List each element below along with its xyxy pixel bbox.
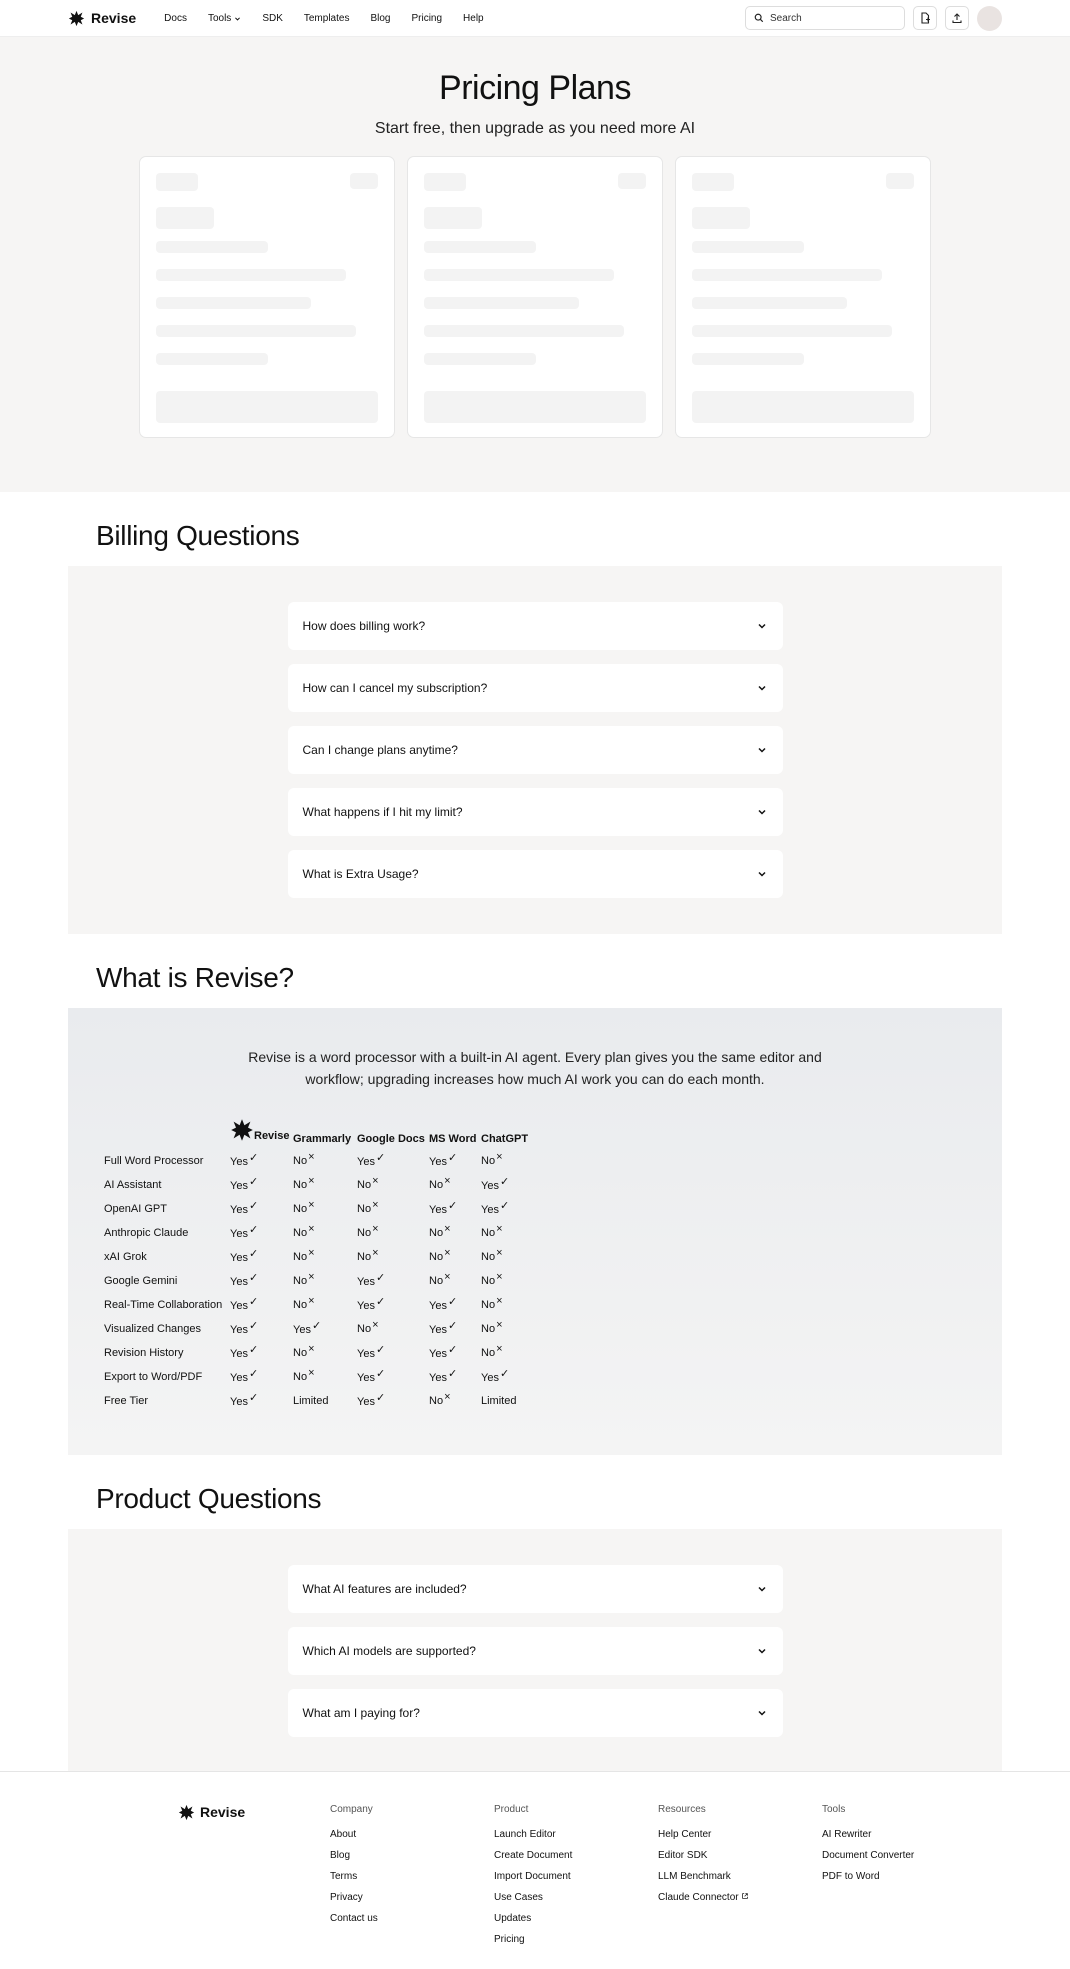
comparison-cell: [357, 1365, 429, 1389]
feature-name: OpenAI GPT: [104, 1203, 167, 1215]
footer-brand-name: Revise: [200, 1804, 246, 1820]
cross-icon: ×: [372, 1199, 379, 1211]
faq-question: Which AI models are supported?: [302, 1644, 476, 1658]
cross-icon: ×: [308, 1151, 315, 1163]
comparison-cell: [429, 1341, 481, 1365]
check-icon: ✓: [248, 1151, 259, 1164]
cell-value: No: [481, 1323, 496, 1335]
comparison-cell: [230, 1389, 293, 1413]
comparison-cell: [230, 1173, 293, 1197]
footer-heading: Tools: [822, 1804, 846, 1815]
cross-icon: ×: [496, 1223, 503, 1235]
footer-link-label: Claude Connector: [658, 1892, 739, 1903]
comparison-cell: [293, 1197, 357, 1221]
comparison-cell: [293, 1365, 357, 1389]
comparison-cell: [481, 1389, 530, 1413]
footer-link[interactable]: Use Cases: [494, 1892, 543, 1903]
check-icon: ✓: [248, 1223, 259, 1236]
cell-value: Yes: [357, 1275, 375, 1288]
comparison-cell: [429, 1365, 481, 1389]
comparison-cell: [357, 1389, 429, 1413]
comparison-cell: [293, 1245, 357, 1269]
cross-icon: ×: [496, 1319, 503, 1331]
pricing-card-skeleton: [675, 156, 931, 438]
footer-link[interactable]: LLM Benchmark: [658, 1871, 731, 1882]
feature-name: Real-Time Collaboration: [104, 1299, 223, 1311]
pricing-cards: [0, 156, 1070, 438]
footer-link[interactable]: Contact us: [330, 1913, 378, 1924]
cell-value: No: [481, 1347, 496, 1359]
check-icon: ✓: [499, 1199, 510, 1212]
pricing-card-skeleton: [139, 156, 395, 438]
feature-name: Google Gemini: [104, 1275, 178, 1287]
comparison-cell: [357, 1197, 429, 1221]
billing-title: Billing Questions: [96, 520, 300, 551]
cross-icon: ×: [308, 1295, 315, 1307]
comparison-cell: [481, 1149, 530, 1173]
cell-value: Limited: [293, 1395, 329, 1407]
cell-value: No: [293, 1155, 308, 1167]
comparison-table: [104, 1118, 530, 1413]
faq-item[interactable]: [288, 1627, 783, 1675]
comparison-cell: [429, 1221, 481, 1245]
comparison-cell: [230, 1245, 293, 1269]
upload-button[interactable]: [945, 6, 969, 30]
cell-value: No: [429, 1227, 444, 1239]
avatar[interactable]: [977, 6, 1002, 31]
comparison-row: [104, 1221, 530, 1245]
faq-item[interactable]: [288, 788, 783, 836]
comparison-cell: [429, 1269, 481, 1293]
comparison-cell: [481, 1293, 530, 1317]
comparison-cell: [429, 1293, 481, 1317]
footer-link[interactable]: Create Document: [494, 1850, 573, 1861]
chevron-down-icon: [756, 744, 768, 756]
cell-value: No: [293, 1299, 308, 1311]
cell-value: No: [481, 1251, 496, 1263]
feature-name: Visualized Changes: [104, 1323, 202, 1335]
comparison-row: [104, 1149, 530, 1173]
feature-name: Export to Word/PDF: [104, 1371, 203, 1383]
footer-link[interactable]: PDF to Word: [822, 1871, 880, 1882]
cross-icon: ×: [308, 1367, 315, 1379]
comparison-cell: [293, 1317, 357, 1341]
faq-question: What AI features are included?: [302, 1582, 467, 1596]
comparison-cell: [481, 1341, 530, 1365]
cross-icon: ×: [444, 1247, 451, 1259]
footer-column-resources: [658, 1804, 822, 1949]
cell-value: No: [293, 1275, 308, 1287]
pricing-hero: [0, 37, 1070, 492]
comparison-row: [104, 1389, 530, 1413]
faq-question: How does billing work?: [302, 619, 426, 633]
cell-value: Yes: [230, 1227, 248, 1240]
cell-value: Yes: [230, 1155, 248, 1168]
cross-icon: ×: [308, 1223, 315, 1235]
faq-item[interactable]: [288, 1689, 783, 1737]
cross-icon: ×: [444, 1391, 451, 1403]
comparison-cell: [230, 1341, 293, 1365]
check-icon: ✓: [499, 1175, 510, 1188]
footer-link[interactable]: Terms: [330, 1871, 358, 1882]
cross-icon: ×: [372, 1223, 379, 1235]
column-header: Grammarly: [293, 1133, 352, 1145]
cell-value: No: [429, 1395, 444, 1407]
feature-name: AI Assistant: [104, 1179, 162, 1191]
footer-heading: Resources: [658, 1804, 706, 1815]
check-icon: ✓: [248, 1199, 259, 1212]
faq-question: Can I change plans anytime?: [302, 743, 458, 757]
cell-value: Yes: [429, 1203, 447, 1216]
cell-value: Yes: [429, 1323, 447, 1336]
footer-link[interactable]: Document Converter: [822, 1850, 915, 1861]
cell-value: No: [293, 1371, 308, 1383]
cell-value: Yes: [429, 1155, 447, 1168]
cross-icon: ×: [372, 1247, 379, 1259]
cell-value: Yes: [357, 1347, 375, 1360]
check-icon: ✓: [248, 1391, 259, 1404]
product-faq: [68, 1529, 1002, 1771]
cross-icon: ×: [496, 1151, 503, 1163]
cross-icon: ×: [372, 1319, 379, 1331]
comparison-row: [104, 1173, 530, 1197]
comparison-cell: [357, 1293, 429, 1317]
footer-heading: Company: [330, 1804, 373, 1815]
comparison-header-row: [104, 1118, 530, 1149]
comparison-cell: [481, 1173, 530, 1197]
check-icon: ✓: [248, 1343, 259, 1356]
cross-icon: ×: [308, 1175, 315, 1187]
check-icon: ✓: [499, 1367, 510, 1380]
cell-value: Yes: [230, 1395, 248, 1408]
cell-value: Yes: [293, 1323, 311, 1336]
what-is-title: What is Revise?: [96, 962, 294, 993]
comparison-row: [104, 1269, 530, 1293]
cell-value: Yes: [230, 1203, 248, 1216]
comparison-cell: [481, 1197, 530, 1221]
comparison-cell: [357, 1245, 429, 1269]
check-icon: ✓: [248, 1271, 259, 1284]
cell-value: Yes: [429, 1371, 447, 1384]
footer-link[interactable]: About: [330, 1829, 357, 1840]
cross-icon: ×: [496, 1295, 503, 1307]
comparison-cell: [357, 1317, 429, 1341]
cell-value: No: [293, 1251, 308, 1263]
footer-column-product: [494, 1804, 658, 1949]
comparison-row: [104, 1293, 530, 1317]
check-icon: ✓: [375, 1271, 386, 1284]
page-subtitle: Start free, then upgrade as you need more AI: [374, 120, 696, 137]
comparison-cell: [357, 1149, 429, 1173]
check-icon: ✓: [447, 1319, 458, 1332]
chevron-down-icon: [756, 1583, 768, 1595]
comparison-cell: [293, 1221, 357, 1245]
check-icon: ✓: [248, 1175, 259, 1188]
billing-faq: [68, 566, 1002, 934]
cell-value: No: [357, 1203, 372, 1215]
cell-value: Yes: [481, 1371, 499, 1384]
cell-value: No: [357, 1227, 372, 1239]
page-title: Pricing Plans: [439, 69, 631, 107]
brand-name: Revise: [91, 10, 137, 26]
check-icon: ✓: [447, 1199, 458, 1212]
cell-value: Yes: [357, 1155, 375, 1168]
comparison-cell: [293, 1173, 357, 1197]
footer-link[interactable]: Blog: [330, 1850, 351, 1861]
new-document-button[interactable]: [913, 6, 937, 30]
comparison-row: [104, 1317, 530, 1341]
revise-logo-icon: [230, 1118, 254, 1142]
check-icon: ✓: [447, 1367, 458, 1380]
cell-value: No: [293, 1203, 308, 1215]
check-icon: ✓: [447, 1343, 458, 1356]
comparison-row: [104, 1341, 530, 1365]
revise-logo-icon: [178, 1804, 195, 1821]
top-nav: [0, 0, 1070, 37]
cell-value: No: [293, 1227, 308, 1239]
search-placeholder: Search: [770, 12, 802, 24]
comparison-row: [104, 1197, 530, 1221]
faq-question: What am I paying for?: [302, 1706, 420, 1720]
comparison-row: [104, 1245, 530, 1269]
check-icon: ✓: [447, 1295, 458, 1308]
chevron-down-icon: [234, 15, 241, 22]
comparison-cell: [357, 1341, 429, 1365]
feature-name: Anthropic Claude: [104, 1227, 189, 1239]
cell-value: Yes: [357, 1371, 375, 1384]
external-link-icon: [741, 1892, 749, 1900]
comparison-cell: [429, 1317, 481, 1341]
cross-icon: ×: [444, 1175, 451, 1187]
comparison-cell: [357, 1269, 429, 1293]
cell-value: Yes: [230, 1251, 248, 1264]
cell-value: No: [481, 1227, 496, 1239]
column-header: Google Docs: [357, 1133, 425, 1145]
chevron-down-icon: [756, 682, 768, 694]
cell-value: Yes: [230, 1275, 248, 1288]
cross-icon: ×: [444, 1223, 451, 1235]
footer-link[interactable]: Updates: [494, 1913, 532, 1924]
chevron-down-icon: [756, 1707, 768, 1719]
faq-item[interactable]: [288, 664, 783, 712]
cell-value: No: [357, 1179, 372, 1191]
comparison-cell: [481, 1317, 530, 1341]
check-icon: ✓: [248, 1247, 259, 1260]
check-icon: ✓: [375, 1367, 386, 1380]
comparison-cell: [481, 1269, 530, 1293]
comparison-cell: [429, 1197, 481, 1221]
footer-link[interactable]: Pricing: [494, 1934, 525, 1945]
chevron-down-icon: [756, 868, 768, 880]
new-document-icon: [919, 12, 931, 24]
faq-item[interactable]: [288, 726, 783, 774]
nav-blog[interactable]: Blog: [370, 12, 391, 24]
comparison-cell: [481, 1365, 530, 1389]
footer-column-company: [330, 1804, 494, 1949]
check-icon: ✓: [375, 1391, 386, 1404]
faq-item[interactable]: [288, 602, 783, 650]
comparison-cell: [293, 1389, 357, 1413]
search-input[interactable]: [745, 6, 905, 30]
cell-value: No: [293, 1179, 308, 1191]
nav-help[interactable]: Help: [463, 12, 484, 24]
brand-logo[interactable]: [68, 10, 136, 27]
comparison-cell: [293, 1149, 357, 1173]
footer-link[interactable]: Privacy: [330, 1892, 363, 1903]
comparison-cell: [429, 1389, 481, 1413]
cell-value: No: [429, 1179, 444, 1191]
comparison-cell: [429, 1149, 481, 1173]
footer-link[interactable]: Import Document: [494, 1871, 571, 1882]
feature-name: Full Word Processor: [104, 1155, 204, 1167]
cross-icon: ×: [308, 1343, 315, 1355]
comparison-cell: [481, 1245, 530, 1269]
cross-icon: ×: [444, 1271, 451, 1283]
cross-icon: ×: [496, 1247, 503, 1259]
cell-value: No: [481, 1299, 496, 1311]
comparison-cell: [230, 1365, 293, 1389]
chevron-down-icon: [756, 620, 768, 632]
faq-question: What is Extra Usage?: [302, 867, 419, 881]
cell-value: Yes: [230, 1371, 248, 1384]
revise-logo-icon: [68, 10, 85, 27]
faq-item[interactable]: [288, 1565, 783, 1613]
nav-templates[interactable]: Templates: [303, 12, 350, 24]
upload-icon: [951, 12, 963, 24]
column-header: MS Word: [429, 1133, 477, 1145]
check-icon: ✓: [375, 1295, 386, 1308]
chevron-down-icon: [756, 806, 768, 818]
footer-link[interactable]: AI Rewriter: [822, 1829, 872, 1840]
cell-value: No: [481, 1275, 496, 1287]
cell-value: No: [357, 1251, 372, 1263]
cross-icon: ×: [496, 1343, 503, 1355]
column-header-label: Revise: [254, 1130, 290, 1142]
cell-value: No: [481, 1155, 496, 1167]
cross-icon: ×: [308, 1247, 315, 1259]
footer: [0, 1771, 1070, 1969]
footer-link[interactable]: Editor SDK: [658, 1850, 708, 1861]
comparison-cell: [230, 1293, 293, 1317]
nav-pricing[interactable]: Pricing: [411, 12, 443, 24]
comparison-cell: [293, 1341, 357, 1365]
comparison-cell: [230, 1197, 293, 1221]
cell-value: Yes: [230, 1347, 248, 1360]
comparison-cell: [230, 1221, 293, 1245]
feature-name: Free Tier: [104, 1395, 149, 1407]
cell-value: No: [357, 1323, 372, 1335]
check-icon: ✓: [248, 1295, 259, 1308]
cross-icon: ×: [308, 1271, 315, 1283]
column-header: [230, 1118, 293, 1149]
search-icon: [754, 13, 764, 23]
check-icon: ✓: [375, 1343, 386, 1356]
footer-link[interactable]: Launch Editor: [494, 1829, 556, 1840]
cell-value: Yes: [481, 1203, 499, 1216]
cell-value: No: [293, 1347, 308, 1359]
comparison-corner: [104, 1118, 230, 1149]
cross-icon: ×: [372, 1175, 379, 1187]
cell-value: No: [429, 1251, 444, 1263]
footer-column-tools: [822, 1804, 986, 1949]
column-header: ChatGPT: [481, 1133, 529, 1145]
cell-value: Yes: [429, 1299, 447, 1312]
comparison-cell: [429, 1245, 481, 1269]
footer-link-claude-connector[interactable]: [658, 1892, 822, 1903]
comparison-cell: [481, 1221, 530, 1245]
check-icon: ✓: [375, 1151, 386, 1164]
comparison-cell: [230, 1269, 293, 1293]
faq-question: How can I cancel my subscription?: [302, 681, 488, 695]
faq-question: What happens if I hit my limit?: [302, 805, 463, 819]
cell-value: Yes: [357, 1299, 375, 1312]
nav-tools-label: Tools: [207, 12, 232, 24]
check-icon: ✓: [248, 1319, 259, 1332]
cell-value: Yes: [230, 1179, 248, 1192]
cell-value: Yes: [230, 1323, 248, 1336]
footer-link[interactable]: Help Center: [658, 1829, 712, 1840]
cross-icon: ×: [308, 1199, 315, 1211]
feature-name: xAI Grok: [104, 1251, 147, 1263]
footer-brand[interactable]: [178, 1804, 330, 1949]
cell-value: Yes: [429, 1347, 447, 1360]
nav-docs[interactable]: Docs: [164, 12, 187, 24]
cell-value: Yes: [357, 1395, 375, 1408]
comparison-cell: [293, 1269, 357, 1293]
check-icon: ✓: [248, 1367, 259, 1380]
nav-tools[interactable]: [208, 13, 241, 24]
footer-heading: Product: [494, 1804, 529, 1815]
comparison-cell: [230, 1317, 293, 1341]
comparison-cell: [293, 1293, 357, 1317]
comparison-cell: [230, 1149, 293, 1173]
comparison-cell: [357, 1173, 429, 1197]
cell-value: No: [429, 1275, 444, 1287]
nav-sdk[interactable]: SDK: [262, 12, 283, 24]
cell-value: Limited: [481, 1395, 517, 1407]
comparison-row: [104, 1365, 530, 1389]
product-title: Product Questions: [96, 1483, 322, 1514]
faq-item[interactable]: [288, 850, 783, 898]
check-icon: ✓: [447, 1151, 458, 1164]
cell-value: Yes: [230, 1299, 248, 1312]
chevron-down-icon: [756, 1645, 768, 1657]
pricing-card-skeleton: [407, 156, 663, 438]
comparison-cell: [357, 1221, 429, 1245]
cross-icon: ×: [496, 1271, 503, 1283]
comparison-cell: [429, 1173, 481, 1197]
what-is-description: Revise is a word processor with a built-in AI agent. Every plan gives you the same editor and workflow; upgrading increases how much AI work you can do each month.: [248, 1049, 822, 1087]
feature-name: Revision History: [104, 1347, 184, 1359]
check-icon: ✓: [311, 1319, 322, 1332]
cell-value: Yes: [481, 1179, 499, 1192]
what-is-section: [68, 1008, 1002, 1455]
